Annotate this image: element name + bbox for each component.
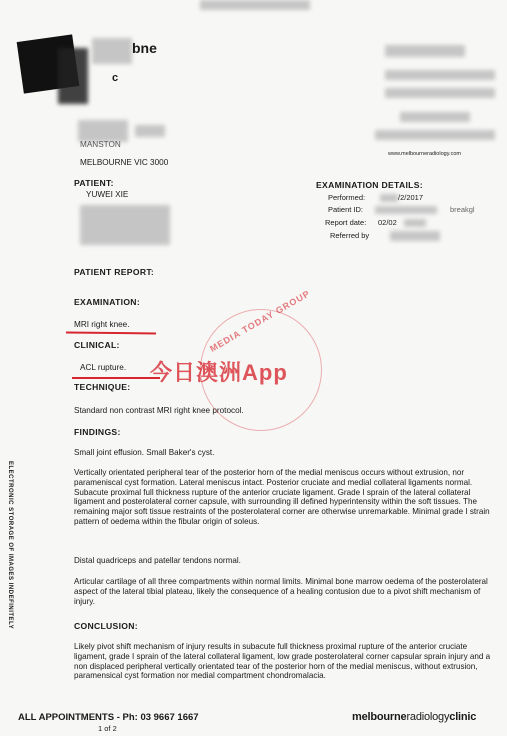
logo-redaction-2 [58, 48, 88, 104]
examination-value: MRI right knee. [74, 320, 130, 329]
findings-label: FINDINGS: [74, 427, 121, 437]
patient-report-heading: PATIENT REPORT: [74, 267, 155, 277]
performed-redaction [380, 194, 398, 202]
top-redaction [200, 0, 310, 10]
finding-paragraph: Vertically orientated peripheral tear of the posterior horn of the medial meniscus occurs without extrusion, nor parameniscal cyst formation. Lateral meniscus intact. Posterior cruciate and medial collateral ligaments normal. Subacute proximal full thickness rupture of the anterior cruciate ligament. Grade I sprain of the lateral collateral ligament and posterolateral corner capsule, with surrounding ill defined hyperintensity within the soft tissues. The remaining major soft tissue restraints of the posterolateral corner are otherwise unremarkable. Minimal grade I strain pattern of oedema within the fibular origin of soleus. [74, 468, 490, 526]
examination-underline [66, 332, 156, 335]
right-redaction-5 [375, 130, 495, 140]
footer-page-number: 1 of 2 [98, 724, 117, 733]
patient-name: YUWEI XIE [86, 190, 129, 199]
right-redaction-4 [400, 112, 470, 122]
conclusion-paragraph: Likely pivot shift mechanism of injury results in subacute full thickness proximal rupture of the anterior cruciate ligament, grade I sprain of the lateral collateral ligament, low grade posterolateral corner capsular sprain injury and a non displaced peripheral vertically orientated tear of the posterior horn of the medial meniscus, without extrusion, paramensical cyst formation nor medial compartment chondromalacia. [74, 642, 491, 681]
report-date-value: 02/02 [378, 218, 397, 227]
report-date-redaction [404, 219, 426, 227]
finding-paragraph: Small joint effusion. Small Baker's cyst. [74, 448, 215, 457]
header-name-redaction [92, 38, 132, 64]
side-vertical-text: ELECTRONIC STORAGE OF IMAGES INDEFINITELY [7, 461, 13, 630]
clinical-underline [72, 377, 160, 379]
examination-label: EXAMINATION: [74, 297, 140, 307]
brand-mid: radiology [406, 711, 450, 723]
technique-value: Standard non contrast MRI right knee protocol. [74, 406, 244, 415]
header-partial-name: bne [132, 40, 157, 56]
conclusion-label: CONCLUSION: [74, 621, 138, 631]
city-line: MELBOURNE VIC 3000 [80, 158, 169, 167]
watermark-arc-text: MEDIA TODAY GROUP [208, 288, 312, 354]
finding-paragraph: Distal quadriceps and patellar tendons normal. [74, 556, 241, 565]
right-redaction-3 [385, 88, 495, 98]
watermark-main-text: 今日澳洲App [150, 360, 288, 385]
patient-id-tail: breakgl [450, 205, 475, 214]
address-redaction-2 [135, 125, 165, 137]
clinical-label: CLINICAL: [74, 340, 120, 350]
address-line: MANSTON [80, 140, 121, 149]
clinical-value: ACL rupture. [80, 363, 127, 372]
exam-details-label: EXAMINATION DETAILS: [316, 180, 423, 190]
patient-id-redaction [375, 206, 437, 214]
brand-suffix: clinic [449, 711, 477, 723]
right-redaction-2 [385, 70, 495, 80]
referred-redaction [390, 231, 440, 241]
finding-paragraph: Articular cartilage of all three compartments within normal limits. Minimal bone marrow oedema of the posterolateral aspect of the lateral tibial plateau, likely the consequence of a healing contusion due to a pivot shift mechanism of injury. [74, 577, 488, 606]
header-partial-name-2: c [112, 72, 119, 84]
referred-label: Referred by [330, 231, 370, 240]
patient-label: PATIENT: [74, 178, 114, 188]
performed-value: /2/2017 [398, 193, 424, 202]
technique-label: TECHNIQUE: [74, 382, 131, 392]
footer-brand [352, 711, 476, 723]
patient-id-label: Patient ID: [328, 205, 364, 214]
brand-prefix: melbourne [352, 711, 407, 723]
right-redaction-1 [385, 45, 465, 57]
footer-appointments: ALL APPOINTMENTS - Ph: 03 9667 1667 [18, 712, 199, 723]
website-text: www.melbourneradiology.com [388, 151, 461, 157]
patient-redaction [80, 205, 170, 245]
report-date-label: Report date: [325, 218, 367, 227]
address-redaction [78, 120, 128, 142]
performed-label: Performed: [328, 193, 366, 202]
